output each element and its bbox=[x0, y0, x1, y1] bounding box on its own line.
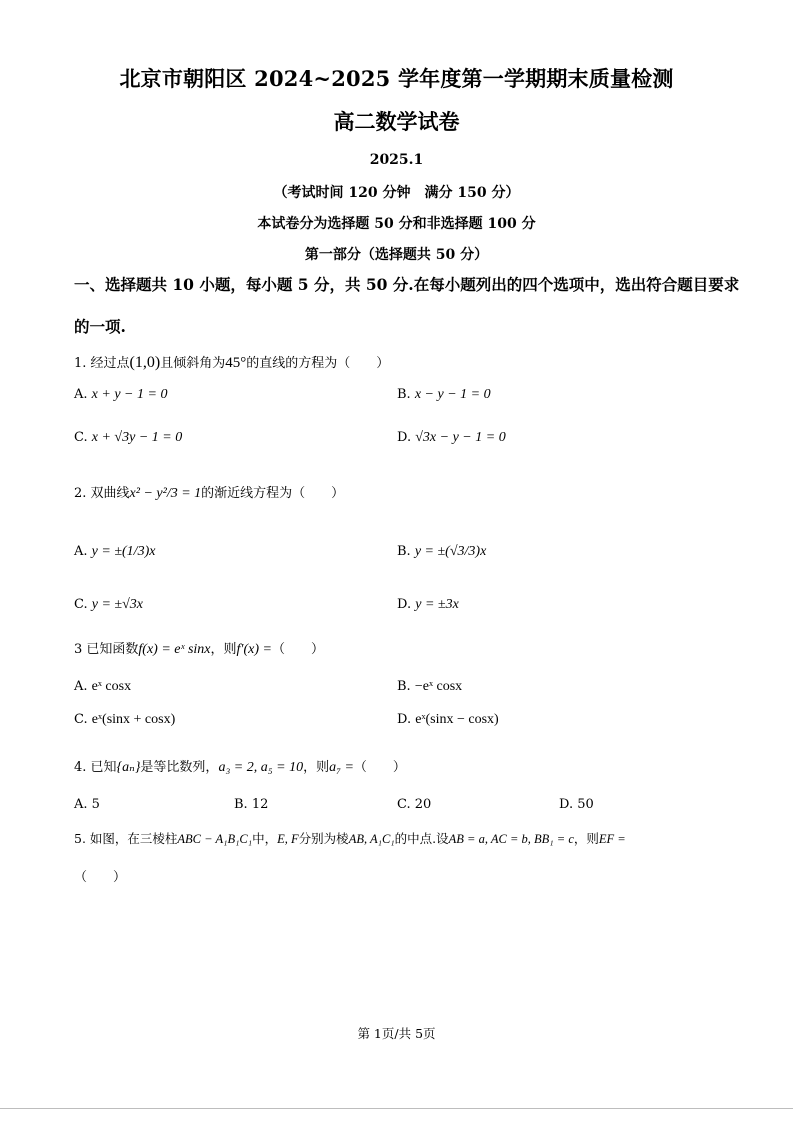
q4-middle2: ，则 bbox=[303, 760, 330, 775]
q5-middle: 中， bbox=[252, 831, 278, 846]
q3-c-expr: eˣ(sinx + cosx) bbox=[91, 712, 176, 727]
q4-suffix: （ ） bbox=[353, 760, 406, 775]
q3-option-b[interactable] bbox=[397, 679, 462, 695]
q3-d-label: D. bbox=[397, 712, 412, 727]
q2-option-a[interactable] bbox=[74, 544, 155, 560]
q1-option-c[interactable] bbox=[74, 430, 182, 446]
q5-prism: ABC − A₁B₁C₁ bbox=[177, 832, 253, 846]
q3-middle: ，则 bbox=[210, 642, 237, 657]
q3-b-label: B. bbox=[397, 679, 411, 694]
q3-b-expr: −eˣ cosx bbox=[414, 679, 463, 694]
q4-prefix: 4. 已知 bbox=[74, 760, 117, 775]
q3-function: f(x) = eˣ sinx bbox=[138, 642, 211, 657]
section1-instruction-cont: 的一项. bbox=[74, 317, 126, 336]
q2-option-c[interactable] bbox=[74, 597, 143, 613]
exam-date: 2025.1 bbox=[369, 152, 424, 168]
q2-c-label: C. bbox=[74, 597, 88, 612]
q3-option-a[interactable] bbox=[74, 679, 131, 695]
q1-prefix: 1. 经过点 bbox=[74, 356, 130, 371]
q4-option-c[interactable]: C. 20 bbox=[397, 797, 432, 812]
q3-prefix: 3 已知函数 bbox=[74, 642, 139, 657]
q1-d-label: D. bbox=[397, 430, 412, 445]
q5-vectors: AB = a, AC = b, BB₁ = c bbox=[448, 832, 574, 846]
q4-sequence: {aₙ} bbox=[116, 760, 141, 775]
q4-option-d[interactable]: D. 50 bbox=[559, 797, 594, 812]
q2-c-expr: y = ±√3x bbox=[91, 597, 144, 612]
q1-a-expr: x + y − 1 = 0 bbox=[91, 387, 168, 402]
q2-prefix: 2. 双曲线 bbox=[74, 486, 130, 501]
q1-middle: 且倾斜角为 bbox=[160, 356, 226, 371]
q2-d-expr: y = ±3x bbox=[415, 597, 459, 612]
q3-option-c[interactable] bbox=[74, 712, 175, 728]
exam-title: 北京市朝阳区 2024~2025 学年度第一学期期末质量检测 bbox=[119, 66, 674, 91]
q4-given: a₃ = 2, a₅ = 10 bbox=[218, 760, 304, 775]
q5-points: E, F bbox=[277, 832, 299, 846]
q1-b-expr: x − y − 1 = 0 bbox=[414, 387, 491, 402]
question-2 bbox=[74, 482, 344, 502]
q1-a-label: A. bbox=[74, 387, 88, 402]
q1-suffix: 的直线的方程为（ ） bbox=[246, 356, 390, 371]
q1-c-expr: x + √3y − 1 = 0 bbox=[91, 430, 183, 445]
q3-derivative: f′(x) = bbox=[236, 642, 272, 657]
q2-b-label: B. bbox=[397, 544, 411, 559]
q1-c-label: C. bbox=[74, 430, 88, 445]
q2-a-label: A. bbox=[74, 544, 88, 559]
question-1 bbox=[74, 352, 389, 372]
section1-instruction: 一、选择题共 10 小题，每小题 5 分，共 50 分.在每小题列出的四个选项中，选出符合题目要求 bbox=[74, 275, 740, 294]
q3-d-expr: eˣ(sinx − cosx) bbox=[415, 712, 499, 727]
page-bottom-divider bbox=[0, 1108, 793, 1109]
score-split: 本试卷分为选择题 50 分和非选择题 100 分 bbox=[257, 216, 536, 232]
q1-d-expr: √3x − y − 1 = 0 bbox=[415, 430, 506, 445]
q3-option-d[interactable] bbox=[397, 712, 499, 728]
question-4 bbox=[74, 756, 406, 776]
q3-a-label: A. bbox=[74, 679, 88, 694]
q2-option-b[interactable] bbox=[397, 544, 486, 560]
q4-option-b[interactable]: B. 12 bbox=[234, 797, 269, 812]
q1-b-label: B. bbox=[397, 387, 411, 402]
question-5 bbox=[74, 829, 626, 847]
question-3 bbox=[74, 638, 324, 658]
q4-option-a[interactable]: A. 5 bbox=[74, 797, 100, 812]
exam-subtitle: 高二数学试卷 bbox=[333, 109, 460, 134]
q5-ask: EF = bbox=[598, 832, 626, 846]
q3-c-label: C. bbox=[74, 712, 88, 727]
q5-answer-blank: （ ） bbox=[74, 870, 127, 885]
q1-option-d[interactable] bbox=[397, 430, 506, 446]
q5-middle4: ，则 bbox=[573, 831, 599, 846]
page-number: 第 1页/共 5页 bbox=[357, 1026, 436, 1041]
q1-option-a[interactable] bbox=[74, 387, 167, 403]
q2-a-expr: y = ±(1/3)x bbox=[91, 544, 156, 559]
q5-edges: AB, A₁C₁ bbox=[348, 832, 395, 846]
part1-heading: 第一部分（选择题共 50 分） bbox=[304, 247, 489, 263]
q1-option-b[interactable] bbox=[397, 387, 491, 403]
q5-prefix: 5. 如图，在三棱柱 bbox=[74, 831, 178, 846]
q1-angle: 45° bbox=[225, 355, 247, 371]
q3-a-expr: eˣ cosx bbox=[91, 679, 132, 694]
q2-d-label: D. bbox=[397, 597, 412, 612]
q4-middle: 是等比数列， bbox=[140, 760, 219, 775]
q5-middle3: 的中点.设 bbox=[394, 831, 449, 846]
exam-duration: （考试时间 120 分钟 满分 150 分） bbox=[273, 185, 520, 201]
q2-b-expr: y = ±(√3/3)x bbox=[414, 544, 487, 559]
q5-middle2: 分别为棱 bbox=[298, 831, 349, 846]
q2-option-d[interactable] bbox=[397, 597, 459, 613]
q3-suffix: （ ） bbox=[271, 642, 324, 657]
q1-point: (1,0) bbox=[129, 354, 161, 371]
q2-suffix: 的渐近线方程为（ ） bbox=[201, 486, 345, 501]
q2-equation: x² − y²/3 = 1 bbox=[129, 486, 202, 501]
q4-ask: a₇ = bbox=[329, 760, 354, 775]
